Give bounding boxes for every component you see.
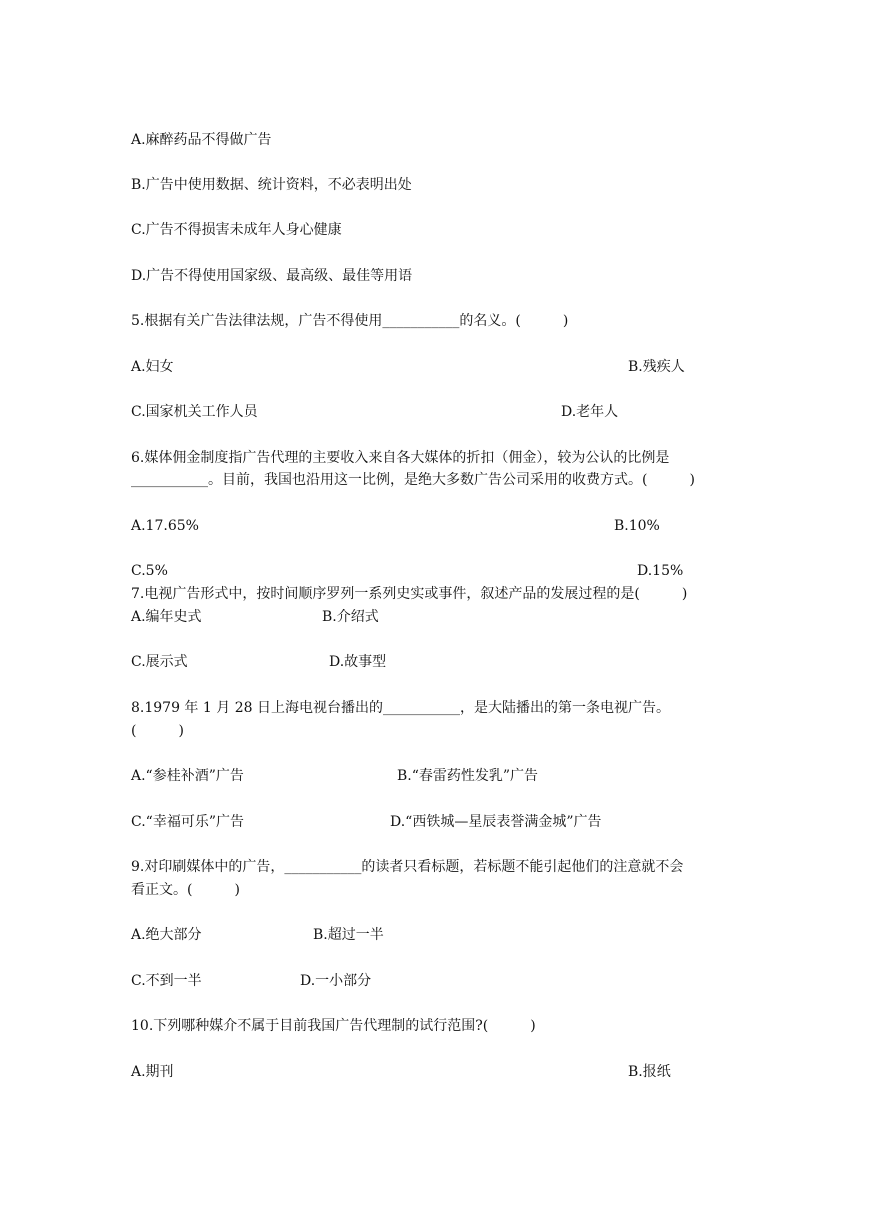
q5-option-a: A.妇女 bbox=[131, 359, 174, 375]
q4-option-d: D.广告不得使用国家级、最高级、最佳等用语 bbox=[131, 268, 413, 284]
q7-option-d: D.故事型 bbox=[329, 654, 387, 670]
q5-option-c: C.国家机关工作人员 bbox=[131, 404, 258, 420]
q8-option-d: D.“西铁城—星辰表誉满金城”广告 bbox=[390, 814, 602, 830]
q6-stem-line-1: 6.媒体佣金制度指广告代理的主要收入来自各大媒体的折扣（佣金），较为公认的比例是 bbox=[131, 450, 670, 466]
q7-option-c: C.展示式 bbox=[131, 654, 188, 670]
q4-option-b: B.广告中使用数据、统计资料，不必表明出处 bbox=[131, 177, 412, 193]
q4-option-c: C.广告不得损害未成年人身心健康 bbox=[131, 222, 342, 238]
q4-option-a: A.麻醉药品不得做广告 bbox=[131, 132, 272, 148]
q8-option-b: B.“春雷药性发乳”广告 bbox=[397, 768, 539, 784]
q5-stem: 5.根据有关广告法律法规，广告不得使用___________的名义。( ) bbox=[131, 313, 569, 329]
q5-option-b: B.残疾人 bbox=[628, 359, 685, 375]
q8-option-c: C.“幸福可乐”广告 bbox=[131, 814, 244, 830]
q6-option-d: D.15% bbox=[637, 563, 684, 579]
q9-option-b: B.超过一半 bbox=[313, 927, 384, 943]
q6-option-c: C.5% bbox=[131, 563, 168, 579]
q8-stem-line-2: ( ) bbox=[131, 723, 184, 739]
q5-option-d: D.老年人 bbox=[561, 404, 619, 420]
q10-stem: 10.下列哪种媒介不属于目前我国广告代理制的试行范围?( ) bbox=[131, 1018, 536, 1034]
q10-option-b: B.报纸 bbox=[628, 1064, 671, 1080]
q6-option-b: B.10% bbox=[614, 518, 660, 534]
q9-option-d: D.一小部分 bbox=[300, 973, 372, 989]
q7-option-a: A.编年史式 bbox=[131, 609, 202, 625]
q6-option-a: A.17.65% bbox=[131, 518, 199, 534]
q9-stem-line-1: 9.对印刷媒体中的广告，___________的读者只看标题，若标题不能引起他们的注意就不会 bbox=[131, 859, 684, 875]
q7-stem: 7.电视广告形式中，按时间顺序罗列一系列史实或事件，叙述产品的发展过程的是( ) bbox=[131, 586, 688, 602]
q8-stem-line-1: 8.1979 年 1 月 28 日上海电视台播出的___________，是大陆播出的第一条电视广告。 bbox=[131, 700, 670, 716]
q9-option-a: A.绝大部分 bbox=[131, 927, 202, 943]
q6-stem-line-2: ___________。目前，我国也沿用这一比例，是绝大多数广告公司采用的收费方式。( ) bbox=[131, 472, 695, 488]
q10-option-a: A.期刊 bbox=[131, 1064, 174, 1080]
q8-option-a: A.“参桂补酒”广告 bbox=[131, 768, 244, 784]
q9-option-c: C.不到一半 bbox=[131, 973, 202, 989]
q7-option-b: B.介绍式 bbox=[322, 609, 379, 625]
q9-stem-line-2: 看正文。( ) bbox=[131, 882, 240, 898]
